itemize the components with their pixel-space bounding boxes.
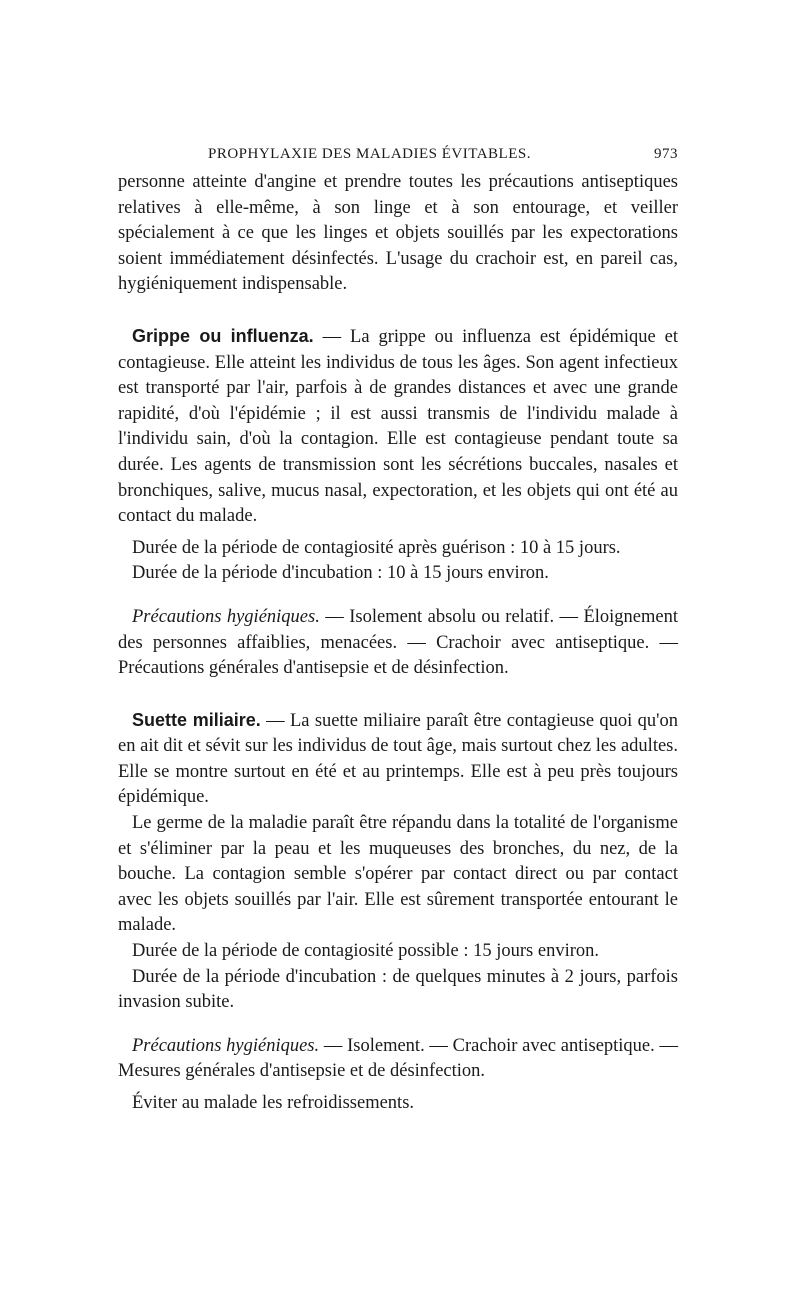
page-number: 973 <box>654 146 678 162</box>
suette-precautions-label: Précautions hygiéniques. <box>132 1035 320 1056</box>
grippe-contagion: Durée de la période de contagiosité après guérison : 10 à 15 jours. <box>132 537 621 558</box>
suette-text: — La suette miliaire paraît être contagieuse quoi qu'on en ait dit et sévit sur les individus de tout âge, mais surtout chez les adultes. Elle se montre surtout en été et au printemps. Elle est à peu près toujours épidémique. <box>118 710 678 808</box>
grippe-precautions-text: — Isolement absolu ou relatif. — Éloignement des personnes affaiblies, menacées. — Crachoir avec antiseptique. — Précautions générales d'antisepsie et de désinfection. <box>118 606 679 679</box>
grippe-precautions <box>118 605 678 682</box>
suette-heading: Suette miliaire. <box>132 709 261 730</box>
suette-precautions-text: — Isolement. — Crachoir avec antiseptique. — Mesures générales d'antisepsie et de désinfection. <box>118 1035 679 1082</box>
suette-incubation: Durée de la période d'incubation : de quelques minutes à 2 jours, parfois invasion subite. <box>118 966 678 1013</box>
running-title: PROPHYLAXIE DES MALADIES ÉVITABLES. <box>208 146 531 162</box>
book-page <box>118 140 678 1117</box>
grippe-precautions-label: Précautions hygiéniques. <box>132 606 320 627</box>
grippe-text: — La grippe ou influenza est épidémique et contagieuse. Elle atteint les individus de tous les âges. Son agent infectieux est transporté par l'air, parfois à de grandes distances et avec une grande rapidité, d'où l'épidémie ; il est aussi transmis de l'individu malade à l'individu sain, d'où la contagion. Elle est contagieuse pendant toute sa durée. Les agents de transmission sont les sécrétions buccales, nasales et bronchiques, salive, mucus nasal, expectoration, et les objets qui ont été au contact du malade. <box>118 326 678 527</box>
intro-paragraph: personne atteinte d'angine et prendre toutes les précautions antiseptiques relatives à elle-même, à son linge et à son entourage, et veiller spécialement à ce que les linges et objets souillés par les expectorations soient immédiatement désinfectés. L'usage du crachoir est, en pareil cas, hygiéniquement indispensable. <box>118 172 678 295</box>
grippe-incubation: Durée de la période d'incubation : 10 à 15 jours environ. <box>132 563 549 584</box>
running-header <box>118 140 678 166</box>
grippe-paragraph <box>118 324 678 530</box>
suette-germ: Le germe de la maladie paraît être répandu dans la totalité de l'organisme et s'éliminer par la peau et les muqueuses des bronches, du nez, de la bouche. La contagion semble s'opérer par contact direct ou par contact avec les objets souillés par l'air. Elle est sûrement transportée entourant le malade. <box>118 813 678 936</box>
suette-contagion: Durée de la période de contagiosité possible : 15 jours environ. <box>132 941 599 962</box>
suette-final: Éviter au malade les refroidissements. <box>132 1093 415 1113</box>
suette-paragraph <box>118 708 678 811</box>
grippe-heading: Grippe ou influenza. <box>132 325 314 346</box>
suette-precautions <box>118 1034 678 1085</box>
